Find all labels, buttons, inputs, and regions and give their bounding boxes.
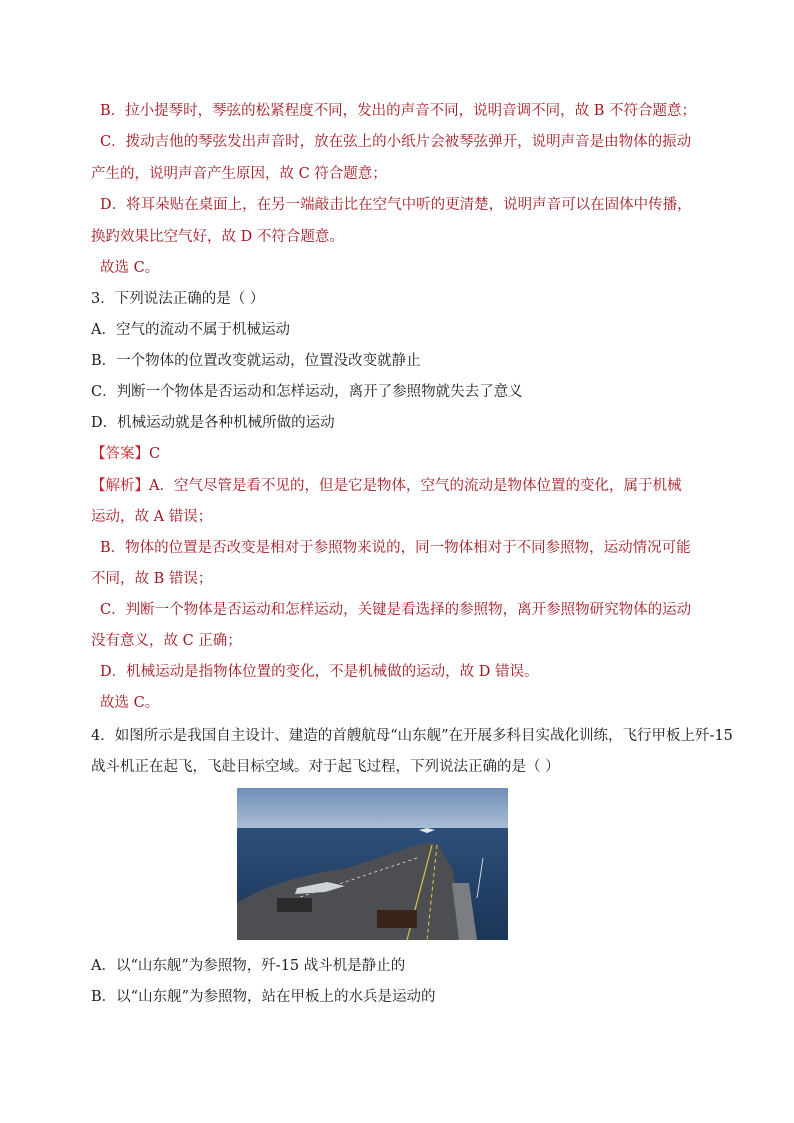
q3-option-d: D．机械运动就是各种机械所做的运动 (91, 415, 335, 431)
answer-tag: 【答案】 (91, 446, 149, 462)
answer-value: C (149, 446, 161, 462)
prev-option-d-explanation-line1: D．将耳朵贴在桌面上，在另一端敲击比在空气中听的更清楚，说明声音可以在固体中传播， (100, 197, 692, 213)
prev-option-b-explanation: B．拉小提琴时，琴弦的松紧程度不同，发出的声音不同，说明音调不同，故 B 不符合题意； (100, 103, 697, 119)
q3-option-b: B．一个物体的位置改变就运动，位置没改变就静止 (91, 353, 421, 369)
q3-stem: 3．下列说法正确的是（ ） (91, 291, 265, 307)
deck-equipment-left (277, 898, 312, 912)
prev-option-c-explanation-line1: C．拨动吉他的琴弦发出声音时，放在弦上的小纸片会被琴弦弹开，说明声音是由物体的振动 (100, 134, 692, 150)
q4-option-a: A．以“山东舰”为参照物，歼-15 战斗机是静止的 (91, 958, 406, 974)
q3-analysis-c-line1: C．判断一个物体是否运动和怎样运动，关键是看选择的参照物，离开参照物研究物体的运动 (100, 602, 692, 618)
prev-choice: 故选 C。 (100, 260, 160, 276)
aircraft-carrier-photo (237, 788, 508, 940)
q3-analysis-b-line2: 不同，故 B 错误； (91, 571, 213, 587)
sky (237, 788, 508, 828)
q3-analysis-a-line1 (91, 476, 681, 496)
q3-option-a: A．空气的流动不属于机械运动 (91, 322, 290, 338)
q3-answer (91, 444, 160, 464)
q3-analysis-b-line1: B．物体的位置是否改变是相对于参照物来说的，同一物体相对于不同参照物，运动情况可能 (100, 540, 691, 556)
prev-option-d-explanation-line2: 换趵效果比空气好，故 D 不符合题意。 (91, 229, 344, 245)
q3-analysis-a-line2: 运动，故 A 错误； (91, 509, 213, 525)
q4-option-b: B．以“山东舰”为参照物，站在甲板上的水兵是运动的 (91, 989, 436, 1005)
carrier-illustration (237, 788, 508, 940)
q3-analysis-c-line2: 没有意义，故 C 正确； (91, 633, 242, 649)
analysis-tag: 【解析】 (91, 478, 149, 494)
deck-equipment-right (377, 910, 417, 928)
q3-option-c: C．判断一个物体是否运动和怎样运动，离开了参照物就失去了意义 (91, 384, 523, 400)
prev-option-c-explanation-line2: 产生的，说明声音产生原因，故 C 符合题意； (91, 166, 387, 182)
q3-analysis-d: D．机械运动是指物体位置的变化，不是机械做的运动，故 D 错误。 (100, 664, 539, 680)
q4-stem-line1: 4．如图所示是我国自主设计、建造的首艘航母“山东舰”在开展多科目实战化训练，飞行甲板上歼-15 (91, 728, 733, 744)
analysis-a-text: A．空气尽管是看不见的，但是它是物体，空气的流动是物体位置的变化，属于机械 (149, 478, 682, 494)
q3-choice: 故选 C。 (100, 695, 160, 711)
q4-stem-line2: 战斗机正在起飞，飞赴目标空域。对于起飞过程，下列说法正确的是（ ） (91, 759, 560, 775)
